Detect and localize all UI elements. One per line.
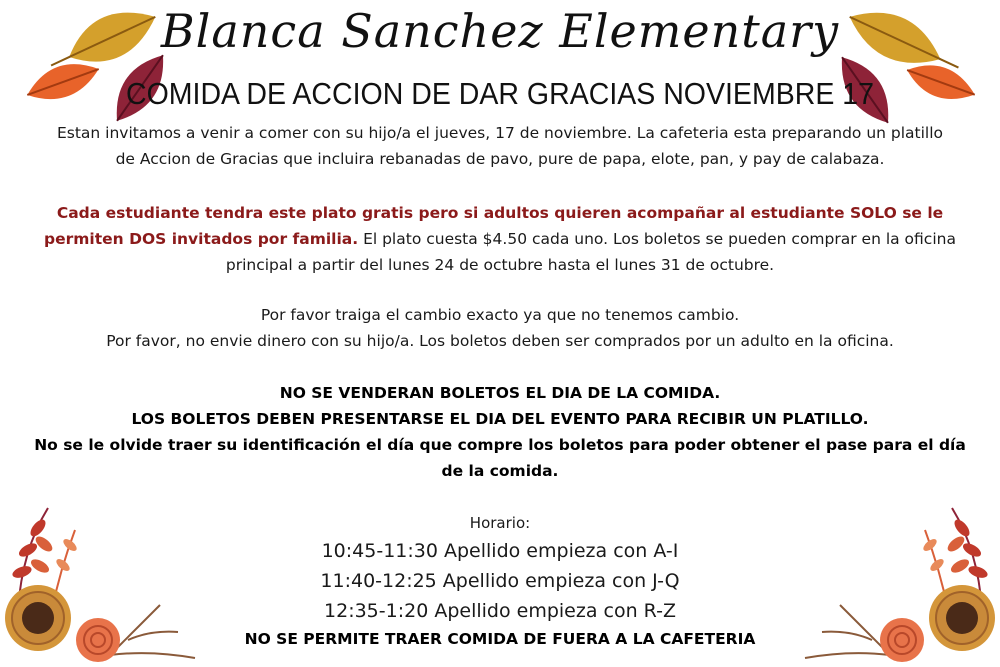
schedule-label: Horario: (469, 514, 531, 532)
payment-line-2: Por favor, no envie dinero con su hijo/a. Los boletos deben ser comprados por un adulto en la oficina. (106, 332, 894, 350)
pricing-paragraph (20, 200, 980, 278)
no-outside-food-notice: NO SE PERMITE TRAER COMIDA DE FUERA A LA CAFETERIA (244, 630, 756, 648)
payment-paragraph (20, 302, 980, 354)
pricing-emphasis-line-1: Cada estudiante tendra este plato gratis pero si adultos quieren acompañar al estudiante SOLO se le (56, 204, 944, 222)
pricing-price-text: El plato cuesta $4.50 cada uno. Los boletos se pueden comprar en la oficina (358, 230, 956, 248)
notices-paragraph (20, 380, 980, 484)
school-title: Blanca Sanchez Elementary (160, 4, 840, 58)
intro-paragraph (20, 120, 980, 172)
notice-line-3: No se le olvide traer su identificación el día que compre los boletos para poder obtener el pase para el día (34, 436, 966, 454)
intro-line-1: Estan invitamos a venir a comer con su hijo/a el jueves, 17 de noviembre. La cafeteria esta preparando un platillo (56, 124, 944, 142)
notice-line-2: LOS BOLETOS DEBEN PRESENTARSE EL DIA DEL EVENTO PARA RECIBIR UN PLATILLO. (131, 410, 869, 428)
schedule-section (20, 510, 980, 652)
pricing-line-3: principal a partir del lunes 24 de octubre hasta el lunes 31 de octubre. (225, 256, 775, 274)
notice-line-4: de la comida. (441, 462, 559, 480)
schedule-slot: 11:40-12:25 Apellido empieza con J-Q (320, 570, 680, 592)
pricing-line-2 (20, 226, 980, 252)
intro-line-2: de Accion de Gracias que incluira rebanadas de pavo, pure de papa, elote, pan, y pay de calabaza. (115, 150, 885, 168)
payment-line-1: Por favor traiga el cambio exacto ya que no tenemos cambio. (260, 306, 740, 324)
pricing-emphasis-line-2: permiten DOS invitados por familia. (44, 230, 359, 248)
schedule-slot: 10:45-11:30 Apellido empieza con A-I (321, 540, 679, 562)
notice-line-1: NO SE VENDERAN BOLETOS EL DIA DE LA COMIDA. (279, 384, 721, 402)
schedule-slot: 12:35-1:20 Apellido empieza con R-Z (324, 600, 676, 622)
event-title: COMIDA DE ACCION DE DAR GRACIAS NOVIEMBRE 17 (125, 76, 875, 111)
